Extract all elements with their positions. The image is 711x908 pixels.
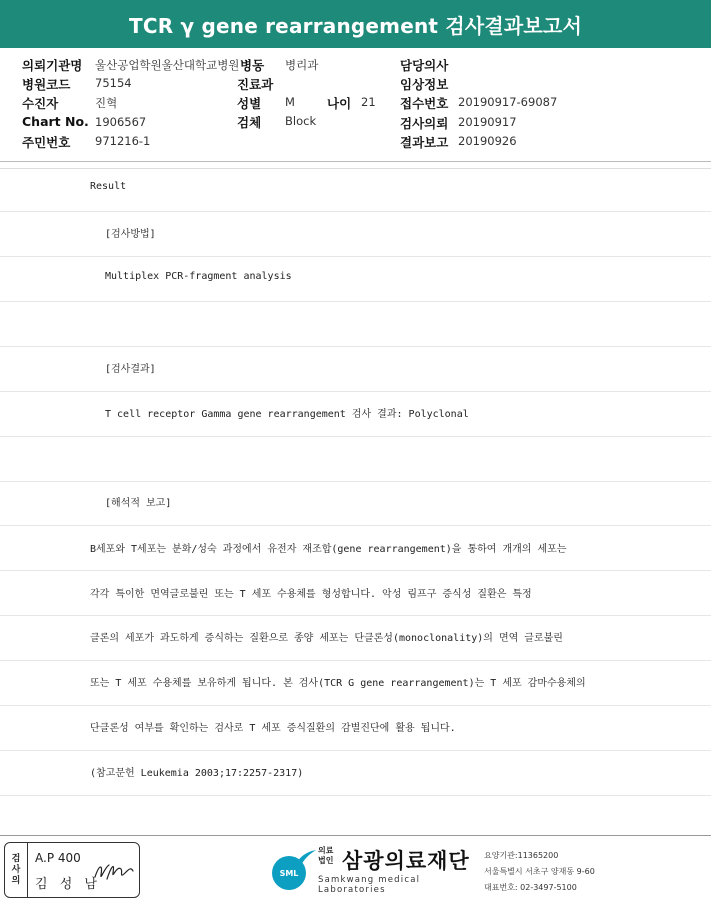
license-number: A.P 400 xyxy=(35,851,81,865)
result-line: B세포와 T세포는 분화/성숙 과정에서 유전자 재조합(gene rearrangement)을 통하여 개개의 세포는 xyxy=(90,544,567,555)
clinical-info-label: 임상정보 xyxy=(400,77,449,92)
report-title: TCR γ gene rearrangement 검사결과보고서 xyxy=(0,0,711,48)
ward-value: 병리과 xyxy=(285,58,319,72)
facility-code: 요양기관:11365200 xyxy=(484,851,559,860)
result-line: 또는 T 세포 수용체를 보유하게 됩니다. 본 검사(TCR G gene rearrangement)는 T 세포 감마수용체의 xyxy=(90,678,586,689)
age-label: 나이 xyxy=(327,96,352,111)
resident-number-label: 주민번호 xyxy=(22,135,71,150)
result-line: [검사방법] xyxy=(105,229,156,240)
institution-value: 울산공업학원울산대학교병원 xyxy=(95,58,240,72)
receipt-number-value: 20190917-69087 xyxy=(458,95,558,109)
stamp-side-char: 사 xyxy=(11,864,21,875)
resident-number-value: 971216-1 xyxy=(95,134,151,148)
row-divider xyxy=(0,481,711,482)
ward-label: 병동 xyxy=(240,58,265,73)
request-date-label: 검사의뢰 xyxy=(400,116,449,131)
report-date-value: 20190926 xyxy=(458,134,517,148)
request-date-value: 20190917 xyxy=(458,115,517,129)
patient-value: 진혁 xyxy=(95,96,118,110)
stamp-side-char: 의 xyxy=(11,875,21,886)
row-divider xyxy=(0,301,711,302)
row-divider xyxy=(0,750,711,751)
logo-mark-icon: SML xyxy=(272,856,306,890)
stamp-side-label xyxy=(5,843,28,897)
sex-label: 성별 xyxy=(237,96,262,111)
row-divider xyxy=(0,436,711,437)
row-divider xyxy=(0,570,711,571)
logo-small-text: 의료 xyxy=(318,846,334,855)
result-line: 단클론성 여부를 확인하는 검사로 T 세포 증식질환의 감별진단에 활용 됩니다. xyxy=(90,723,456,734)
result-heading: Result xyxy=(90,181,127,192)
row-divider xyxy=(0,525,711,526)
chart-no-value: 1906567 xyxy=(95,115,147,129)
report-date-label: 결과보고 xyxy=(400,135,449,150)
sex-value: M xyxy=(285,95,295,109)
receipt-number-label: 접수번호 xyxy=(400,96,449,111)
patient-label: 수진자 xyxy=(22,96,59,111)
chart-no-label: Chart No. xyxy=(22,114,89,129)
phone-number: 대표번호: 02-3497-5100 xyxy=(484,883,577,892)
row-divider xyxy=(0,705,711,706)
signature-image xyxy=(91,857,137,887)
row-divider xyxy=(0,660,711,661)
department-label: 진료과 xyxy=(237,77,274,92)
hospital-code-label: 병원코드 xyxy=(22,77,71,92)
reference-line: (참고문헌 Leukemia 2003;17:2257-2317) xyxy=(90,768,304,779)
contact-info xyxy=(484,848,595,896)
row-divider xyxy=(0,391,711,392)
row-divider xyxy=(0,615,711,616)
row-divider xyxy=(0,256,711,257)
row-divider xyxy=(0,211,711,212)
hospital-code-value: 75154 xyxy=(95,76,132,90)
specimen-label: 검체 xyxy=(237,115,262,130)
divider xyxy=(0,161,711,162)
divider xyxy=(0,168,711,169)
logo-corp-label xyxy=(318,846,333,866)
examiner-name: 김 성 남 xyxy=(35,877,101,892)
result-line: [검사결과] xyxy=(105,364,156,375)
age-value: 21 xyxy=(361,95,376,109)
logo-name: 삼광의료재단 xyxy=(342,849,470,873)
footer xyxy=(0,835,711,908)
patient-info-section xyxy=(0,48,711,161)
logo-english-name: Samkwang medical Laboratories xyxy=(318,875,421,895)
result-line: 각각 특이한 면역글로불린 또는 T 세포 수용체를 형성합니다. 악성 림프구 증식성 질환은 특정 xyxy=(90,589,532,600)
doctor-label: 담당의사 xyxy=(400,58,449,73)
result-line: [해석적 보고] xyxy=(105,498,172,509)
result-line: Multiplex PCR-fragment analysis xyxy=(105,271,292,282)
row-divider xyxy=(0,795,711,796)
address: 서울특별시 서초구 양재동 9-60 xyxy=(484,867,595,876)
stamp-side-char: 검 xyxy=(11,853,21,864)
row-divider xyxy=(0,346,711,347)
result-line: T cell receptor Gamma gene rearrangement 검사 결과: Polyclonal xyxy=(105,409,469,420)
examiner-stamp xyxy=(4,842,140,898)
specimen-value: Block xyxy=(285,114,317,128)
institution-label: 의뢰기관명 xyxy=(22,58,83,73)
logo-small-text: 법인 xyxy=(318,856,334,865)
company-logo xyxy=(272,842,482,898)
result-line: 클론의 세포가 과도하게 증식하는 질환으로 종양 세포는 단클론성(monoclonality)의 면역 글로불린 xyxy=(90,633,563,644)
